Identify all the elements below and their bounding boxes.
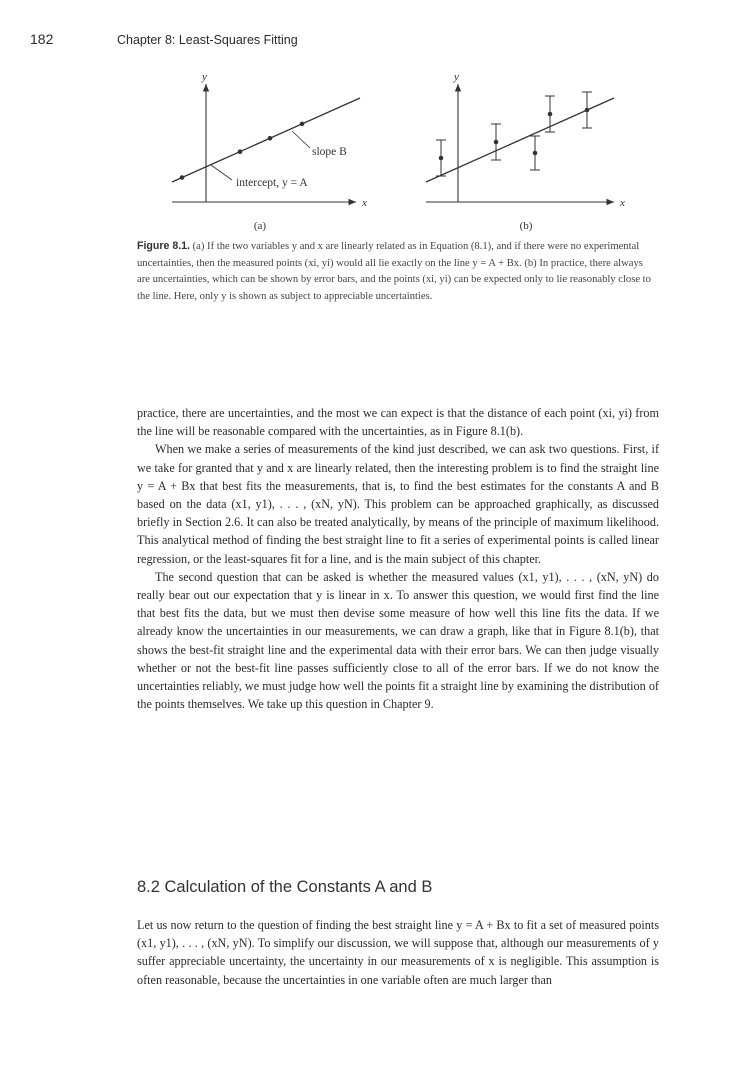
- chapter-title: Chapter 8: Least-Squares Fitting: [117, 33, 298, 47]
- panel-a-y-label: y: [202, 71, 207, 83]
- panel-a-fit-line: [172, 98, 360, 182]
- paragraph: The second question that can be asked is whether the measured values (x1, y1), . . . , (xN, yN) do really bear out our expectation that y is linear in x. To answer this question, we would first find the line that best fits the data, but we must then devise some measure of how well this line fits the data. If we already know the uncertainties in our measurements, we can draw a graph, like that in Figure 8.1(b), that shows the best-fit straight line and the experimental data with their error bars. We can then judge visually whether or not the best-fit line passes sufficiently close to all of the error bars. If we do not know the uncertainties reliably, we must judge how well the points fit a straight line by examining the distribution of the points themselves. We take up this question in Chapter 9.: [137, 569, 659, 712]
- paragraph: practice, there are uncertainties, and the most we can expect is that the distance of each point (xi, yi) from the line will be reasonable compared with the uncertainties, as in Figure 8.1(b).: [137, 406, 659, 439]
- error-bar: [436, 140, 446, 176]
- error-bar: [530, 136, 540, 170]
- panel-a: [172, 71, 367, 232]
- panel-a-x-label: x: [362, 197, 367, 209]
- slope-label: slope B: [312, 146, 347, 158]
- intercept-leader: [211, 165, 232, 180]
- error-bar: [491, 124, 501, 160]
- panel-a-label: (a): [253, 220, 267, 232]
- data-point: [268, 136, 273, 141]
- panel-a-points: [180, 122, 305, 180]
- panel-b: [426, 71, 625, 232]
- data-point: [300, 122, 305, 127]
- panel-b-error-bars: [436, 92, 592, 176]
- panel-b-x-label: x: [620, 197, 625, 209]
- error-bar: [582, 92, 592, 128]
- body-text: [137, 404, 659, 713]
- section-heading: 8.2 Calculation of the Constants A and B: [137, 878, 433, 896]
- data-point: [180, 175, 185, 180]
- paragraph: When we make a series of measurements of the kind just described, we can ask two questions. First, if we take for granted that y and x are linearly related, then the interesting problem is to find the straight line y = A + Bx that best fits the measurements, that is, to find the best estimates for the constants A and B based on the data (x1, y1), . . . , (xN, yN). This problem can be approached graphically, as discussed briefly in Section 2.6. It can also be treated analytically, by means of the principle of maximum likelihood. This analytical method of finding the best straight line to fit a series of experimental points is called linear regression, or the least-squares fit for a line, and is the main subject of this chapter.: [137, 442, 659, 566]
- intercept-label: intercept, y = A: [236, 177, 308, 189]
- page-number: 182: [30, 31, 54, 47]
- error-bar: [545, 96, 555, 132]
- figure-8-1: [0, 65, 729, 240]
- panel-b-label: (b): [519, 220, 533, 232]
- data-point: [238, 149, 243, 154]
- figure-label: Figure 8.1.: [137, 240, 190, 252]
- figure-caption: [137, 238, 657, 305]
- paragraph: Let us now return to the question of finding the best straight line y = A + Bx to fit a set of measured points (x1, y1), . . . , (xN, yN). To simplify our discussion, we will suppose that, although our measurements of y suffer appreciable uncertainty, the uncertainty in our measurements of x is negligible. This assumption is often reasonable, because the uncertainties in one variable often are much larger than: [137, 918, 659, 987]
- panel-b-y-label: y: [454, 71, 459, 83]
- slope-leader: [292, 131, 310, 148]
- section-body: [137, 916, 659, 989]
- caption-text: (a) If the two variables y and x are linearly related as in Equation (8.1), and if there were no experimental uncertainties, then the measured points (xi, yi) would all lie exactly on the line y = A + Bx. (b) In practice, there always are uncertainties, which can be shown by error bars, and the points (xi, yi) can be expected only to lie reasonably close to the line. Here, only y is shown as subject to appreciable uncertainties.: [137, 241, 651, 302]
